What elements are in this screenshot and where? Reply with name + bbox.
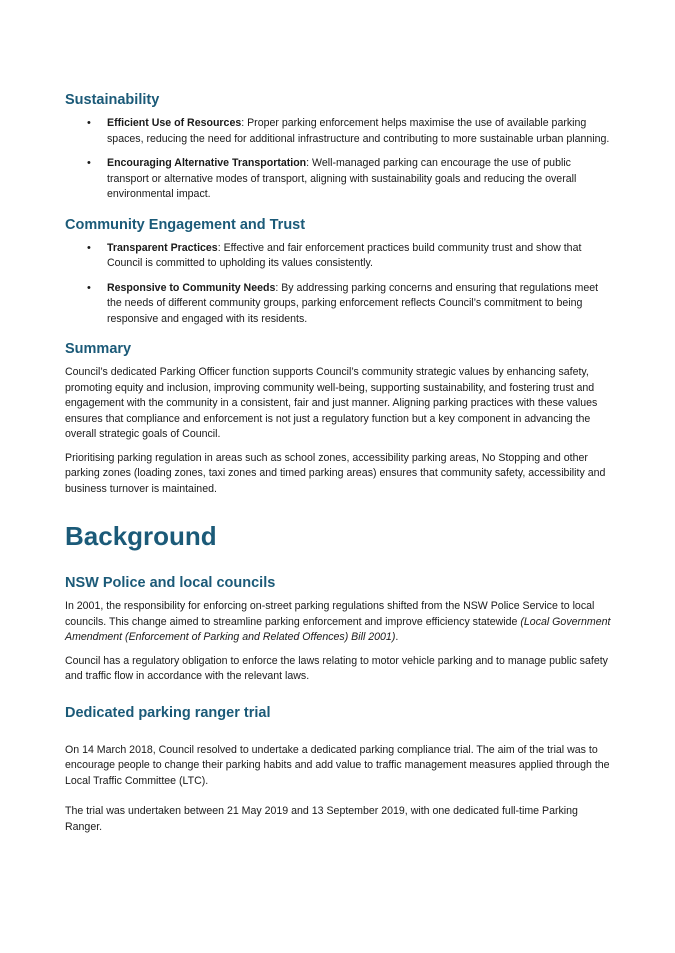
item-text: : Effective and fair enforcement practices build community trust and show that Council is committed to upholding its values consistently. — [107, 241, 582, 269]
list-item — [65, 156, 615, 203]
list-item — [65, 241, 615, 272]
summary-paragraph-2: Prioritising parking regulation in areas such as school zones, accessibility parking areas, No Stopping and other parking zones (loading zones, taxi zones and timed parking areas) ensures that community safety, accessibility and business turnover is maintained. — [65, 451, 606, 495]
background-heading: Background — [65, 521, 217, 551]
nsw-paragraph-2: Council has a regulatory obligation to enforce the laws relating to motor vehicle parking and to manage public safety and traffic flow in accordance with the relevant laws. — [65, 654, 608, 682]
nsw-paragraph-1-end: . — [395, 631, 399, 643]
list-item — [65, 116, 615, 147]
bill-citation: (Local Government Amendment (Enforcement of Parking and Related Offences) Bill 2001) — [65, 615, 611, 643]
trial-heading: Dedicated parking ranger trial — [65, 704, 271, 721]
item-title: Encouraging Alternative Transportation — [107, 157, 307, 169]
nsw-heading: NSW Police and local councils — [65, 575, 276, 591]
trial-paragraph-1: On 14 March 2018, Council resolved to undertake a dedicated parking compliance trial. The aim of the trial was to encourage people to change their parking habits and add value to traffic management measures applied through the Local Traffic Committee (LTC). — [65, 743, 610, 787]
sustainability-heading: Sustainability — [65, 92, 160, 108]
community-list — [65, 241, 615, 328]
item-title: Responsive to Community Needs — [107, 281, 276, 294]
document-page — [65, 90, 615, 843]
item-text: : Well-managed parking can encourage the use of public transport or alternative modes of transport, aligning with sustainability goals and reducing the overall environmental impact. — [107, 157, 577, 200]
nsw-paragraph-1 — [65, 599, 615, 646]
item-title: Efficient Use of Resources — [107, 117, 242, 129]
summary-heading: Summary — [65, 341, 132, 357]
trial-paragraph-2: The trial was undertaken between 21 May 2019 and 13 September 2019, with one dedicated full-time Parking Ranger. — [65, 805, 578, 833]
community-heading: Community Engagement and Trust — [65, 216, 306, 233]
item-text: : Proper parking enforcement helps maximise the use of available parking spaces, reducing the need for additional infrastructure and contributing to more sustainable urban planning. — [107, 117, 610, 145]
item-title: Transparent Practices — [107, 241, 218, 254]
summary-paragraph-1: Council’s dedicated Parking Officer function supports Council’s community strategic values by enhancing safety, promoting equity and inclusion, improving community well-being, supporting sustainability, and fostering trust and engagement with the community in a consistent, fair and just manner. Aligning parking practices with these values ensures that compliance and enforcement is not just a regulatory function but a key component in advancing the overall strategic goals of Council. — [65, 366, 598, 440]
list-item — [65, 281, 615, 328]
item-text: : By addressing parking concerns and ensuring that regulations meet the needs of different community groups, parking enforcement reflects Council’s commitment to being responsive and engaged with its residents. — [107, 281, 599, 325]
sustainability-list — [65, 116, 615, 203]
nsw-paragraph-1-text: In 2001, the responsibility for enforcing on-street parking regulations shifted from the NSW Police Service to local councils. This change aimed to streamline parking enforcement and improve efficiency statewide — [65, 600, 595, 628]
